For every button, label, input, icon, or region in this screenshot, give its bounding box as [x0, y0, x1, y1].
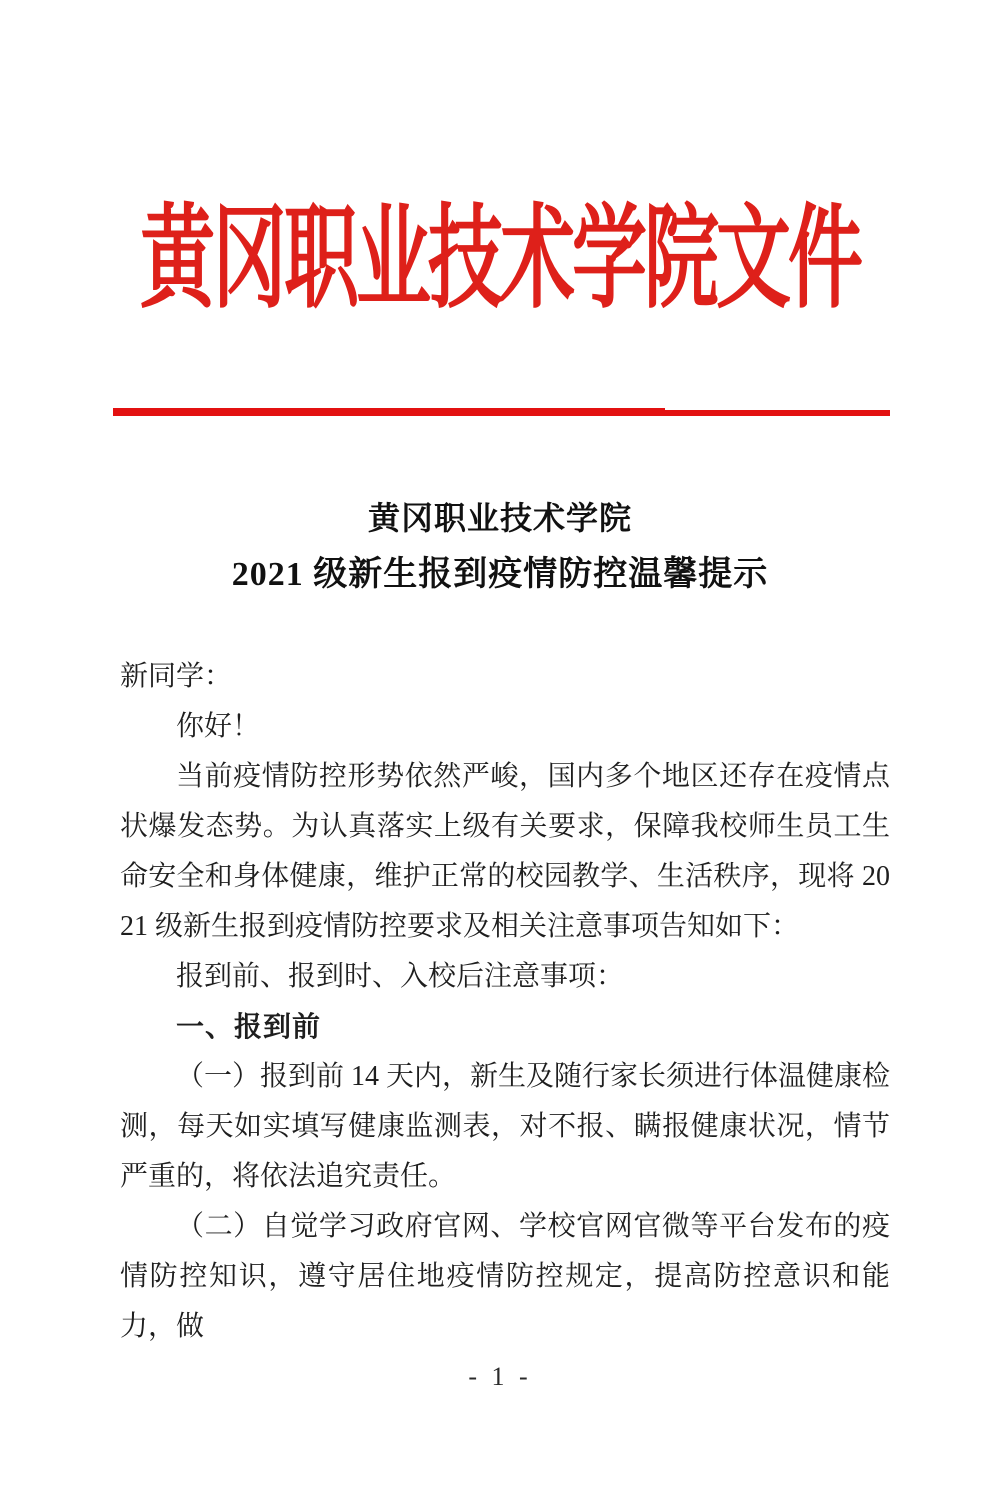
paragraph-item-2: （二）自觉学习政府官网、学校官网官微等平台发布的疫情防控知识，遵守居住地疫情防控规定，提高防控意识和能力，做 [120, 1211, 890, 1342]
salutation: 新同学： [120, 661, 233, 692]
document-title [0, 496, 1000, 598]
red-divider-segment-right [665, 410, 890, 416]
section-heading-before-arrival: 一、报到前 [176, 1011, 322, 1042]
greeting: 你好！ [176, 711, 261, 742]
letterhead-title: 黄冈职业技术学院文件 [139, 198, 860, 323]
red-divider-segment-left [113, 408, 665, 416]
red-divider-line [113, 408, 890, 418]
document-title-line1: 黄冈职业技术学院 [367, 500, 632, 536]
document-body [120, 652, 890, 1352]
page-number: - 1 - [468, 1362, 532, 1391]
paragraph-item-1: （一）报到前 14 天内，新生及随行家长须进行体温健康检测，每天如实填写健康监测表，对不报、瞒报健康状况，情节严重的，将依法追究责任。 [120, 1061, 891, 1192]
paragraph-notice: 报到前、报到时、入校后注意事项： [176, 961, 625, 992]
document-title-line2: 2021 级新生报到疫情防控温馨提示 [231, 556, 769, 593]
paragraph-intro: 当前疫情防控形势依然严峻，国内多个地区还存在疫情点状爆发态势。为认真落实上级有关要求，保障我校师生员工生命安全和身体健康，维护正常的校园教学、生活秩序，现将 2021 级新生报到疫情防控要求及相关注意事项告知如下： [120, 761, 890, 942]
